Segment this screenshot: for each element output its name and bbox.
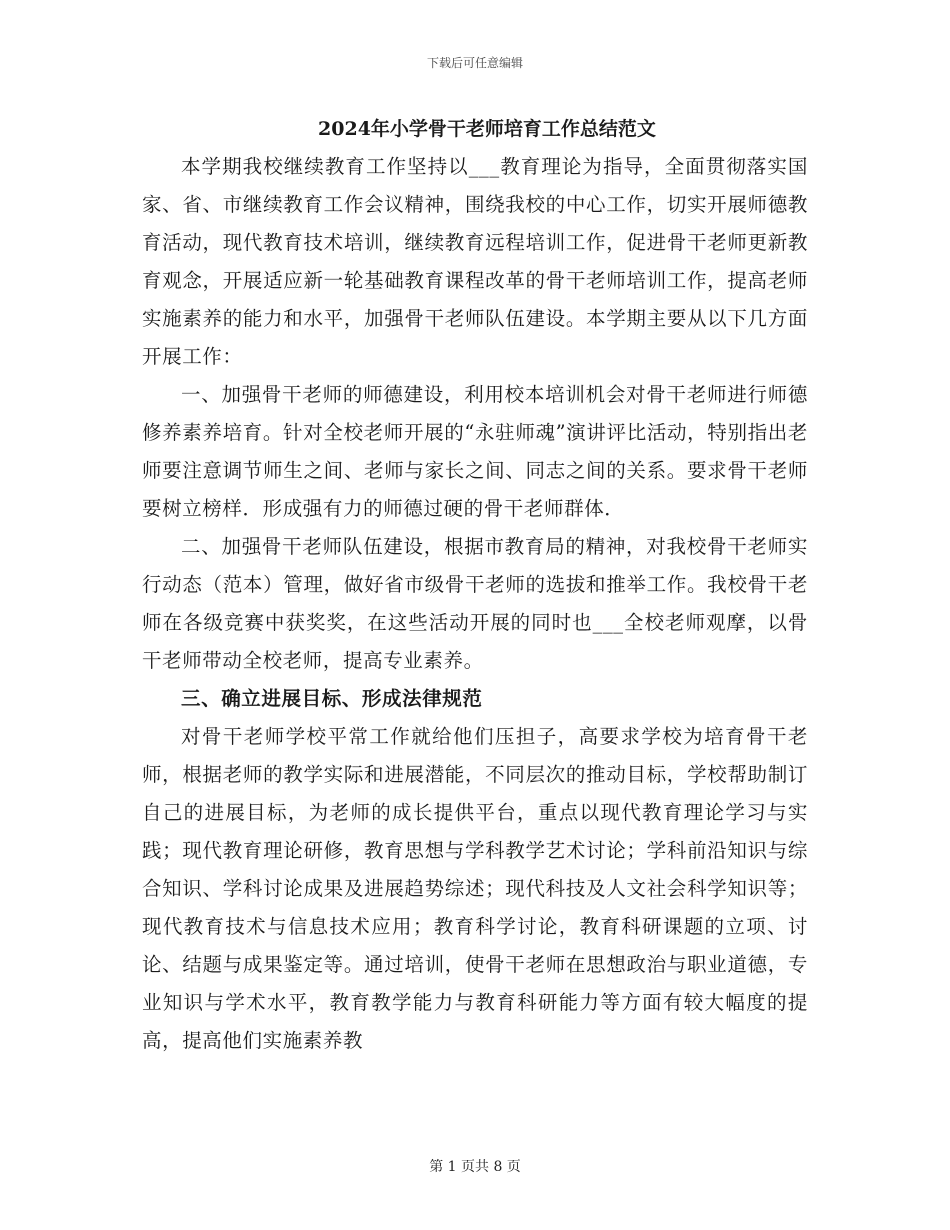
page-number: 第 1 页共 8 页 bbox=[429, 1159, 521, 1175]
section-heading-three: 三、确立进展目标、形成法律规范 bbox=[181, 687, 483, 710]
paragraph-section-two: 二、加强骨干老师队伍建设，根据市教育局的精神，对我校骨干老师实行动态（范本）管理，做好省市级骨干老师的选拔和推举工作。我校骨干老师在各级竞赛中获奖奖，在这些活动开展的同时也___全校老师观摩，以骨干老师带动全校老师，提高专业素养。 bbox=[142, 535, 808, 672]
paragraph-intro: 本学期我校继续教育工作坚持以___教育理论为指导，全面贯彻落实国家、省、市继续教育工作会议精神，围绕我校的中心工作，切实开展师德教育活动，现代教育技术培训，继续教育远程培训工作，促进骨干老师更新教育观念，开展适应新一轮基础教育课程改革的骨干老师培训工作，提高老师实施素养的能力和水平，加强骨干老师队伍建设。本学期主要从以下几方面开展工作： bbox=[142, 155, 808, 368]
header-note: 下载后可任意编辑 bbox=[426, 56, 523, 70]
document-body bbox=[142, 112, 808, 1060]
paragraph-section-one: 一、加强骨干老师的师德建设，利用校本培训机会对骨干老师进行师德修养素养培育。针对全校老师开展的“永驻师魂”演讲评比活动，特别指出老师要注意调节师生之间、老师与家长之间、同志之间的关系。要求骨干老师要树立榜样．形成强有力的师德过硬的骨干老师群体． bbox=[142, 383, 808, 520]
paragraph-section-three: 对骨干老师学校平常工作就给他们压担子，高要求学校为培育骨干老师，根据老师的教学实际和进展潜能，不同层次的推动目标，学校帮助制订自己的进展目标，为老师的成长提供平台，重点以现代教育理论学习与实践；现代教育理论研修，教育思想与学科教学艺术讨论；学科前沿知识与综合知识、学科讨论成果及进展趋势综述；现代科技及人文社会科学知识等；现代教育技术与信息技术应用；教育科学讨论，教育科研课题的立项、讨论、结题与成果鉴定等。通过培训，使骨干老师在思想政治与职业道德，专业知识与学术水平，教育教学能力与教育科研能力等方面有较大幅度的提高，提高他们实施素养教 bbox=[142, 725, 808, 1052]
document-title: 2024年小学骨干老师培育工作总结范文 bbox=[318, 118, 656, 140]
